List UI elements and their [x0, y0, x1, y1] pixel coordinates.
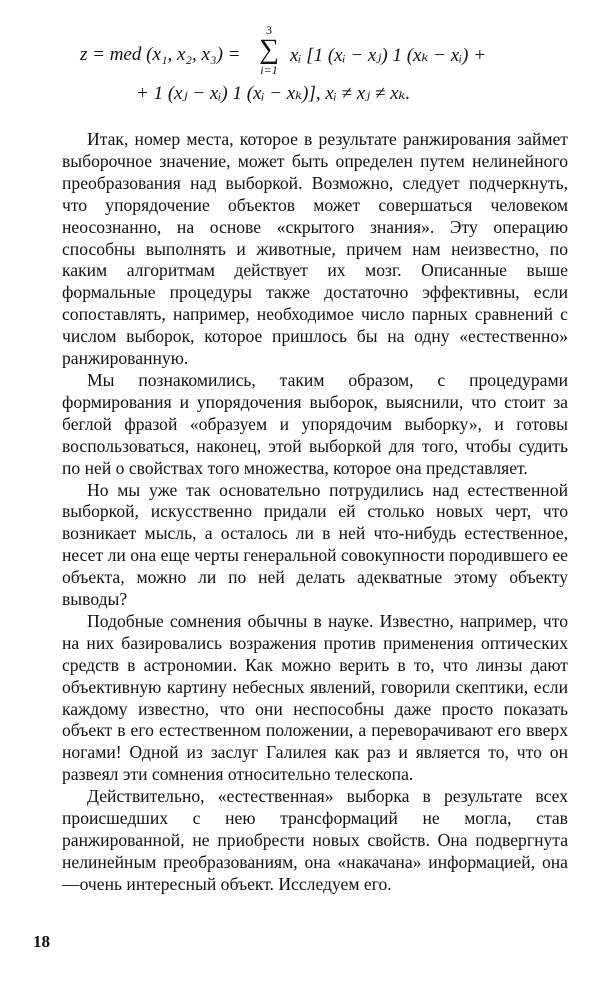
summation [254, 24, 284, 76]
paragraph: Но мы уже так основательно потрудились над естественной выборкой, искусственно придали ей столько новых черт, что возникает мысль, а осталось ли в ней что-нибудь естественное, несет ли она еще черты генеральной совокупности породившего ее объекта, можно ли по ней делать адекватные этому объекту выводы? [62, 479, 568, 610]
body-text [62, 129, 568, 896]
summation-upper-limit: 3 [266, 23, 272, 37]
page-number: 18 [33, 932, 50, 951]
paragraph: Действительно, «естественная» выборка в результате всех происшедших с нею трансформаций не могла, став ранжированной, не приобрести новых свойств. Она подвергнута нелинейным преобразованиям, она «накачана» информацией, она—очень интересный объект. Исследуем его. [62, 786, 568, 894]
summation-lower-limit: i=1 [260, 63, 278, 77]
paragraph: Итак, номер места, которое в результате ранжирования займет выборочное значение, может быть определен путем нелинейного преобразования над выборкой. Возможно, следует подчеркнуть, что упорядочение объектов может совершаться человеком неосознанно, на основе «скрытого знания». Эту операцию способны выполнять и животные, причем нам неизвестно, по каким алгоритмам действует их мозг. Описанные выше формальные процедуры также достаточно эффективны, если сопоставлять, например, необходимое число парных сравнений с числом выборок, которое пришлось бы на одну «естественно» ранжированную. [62, 129, 568, 369]
formula-continuation: + 1 (xⱼ − xᵢ) 1 (xᵢ − xₖ)], xᵢ ≠ xⱼ ≠ xₖ. [136, 83, 411, 104]
formula-median-lhs: z = med (x₁, x₂, x₃) = [80, 44, 241, 65]
formula-sum-body: xᵢ [1 (xᵢ − xⱼ) 1 (xₖ − xᵢ) + [290, 45, 487, 66]
summation-sign: ∑ [259, 34, 279, 65]
paragraph: Подобные сомнения обычны в науке. Известно, например, что на них базировались возражения против применения оптических средств в астрономии. Как можно верить в то, что линзы дают объективную картину небесных явлений, говорили скептики, если каждому известно, что они неспособны даже просто показать объект в его естественном положении, а переворачивают его вверх ногами! Одной из заслуг Галилея как раз и является то, что он развеял эти сомнения относительно телескопа. [62, 610, 568, 785]
paragraph: Мы познакомились, таким образом, с процедурами формирования и упорядочения выборок, выяснили, что стоит за беглой фразой «образуем и упорядочим выборку», и готовы воспользоваться, наконец, этой выборкой для того, чтобы судить по ней о свойствах того множества, которое она представляет. [62, 369, 568, 478]
